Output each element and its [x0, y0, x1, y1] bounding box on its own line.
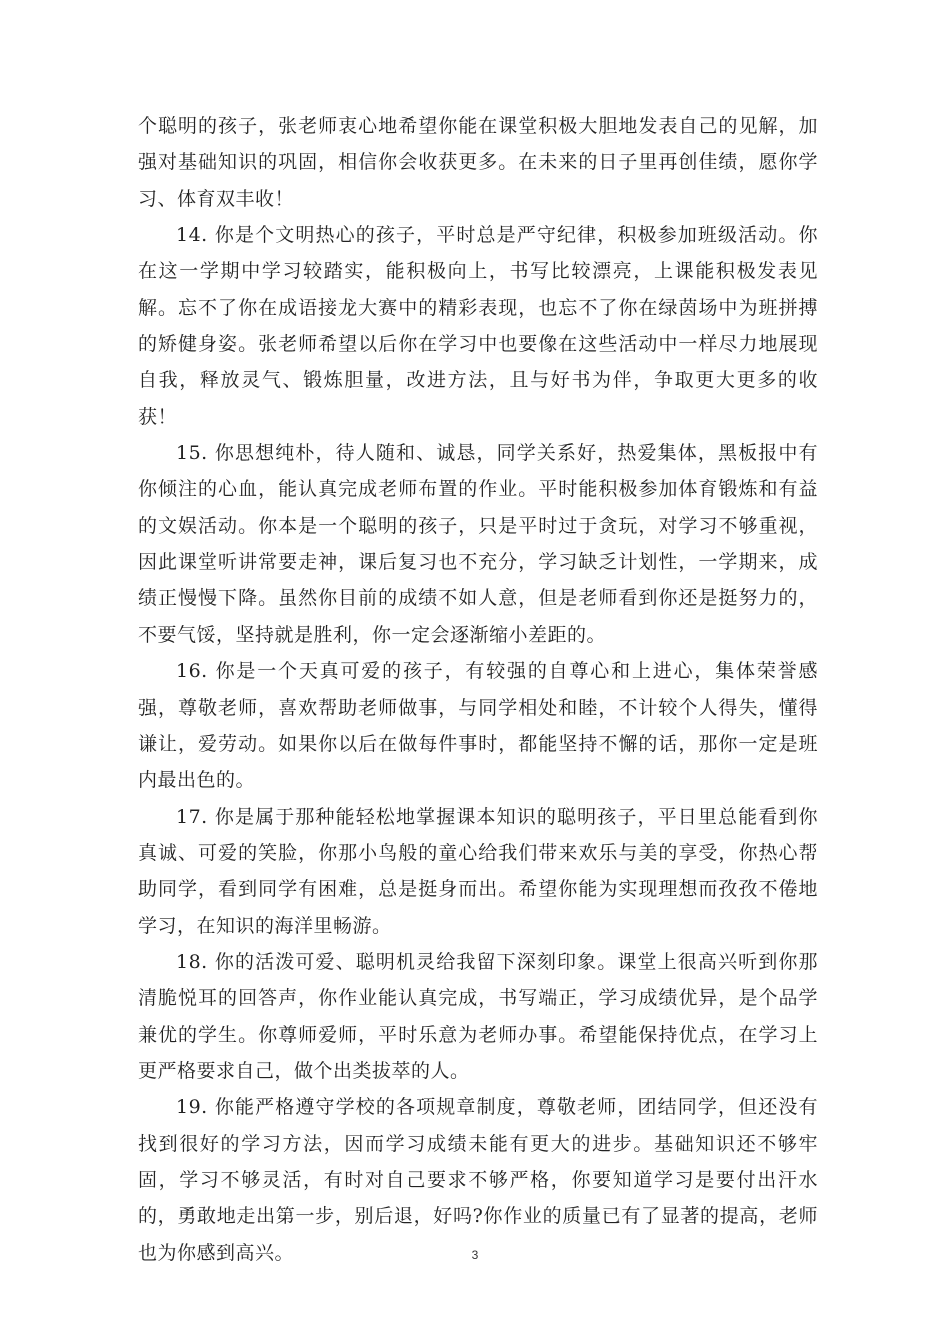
paragraph-15: 15. 你思想纯朴，待人随和、诚恳，同学关系好，热爱集体，黑板报中有你倾注的心血，能认真完成老师布置的作业。平时能积极参加体育锻炼和有益的文娱活动。你本是一个聪明的孩子，只是平时过于贪玩，对学习不够重视，因此课堂听讲常要走神，课后复习也不充分，学习缺乏计划性，一学期来，成绩正慢慢下降。虽然你目前的成绩不如人意，但是老师看到你还是挺努力的，不要气馁，坚持就是胜利，你一定会逐渐缩小差距的。	[138, 442, 818, 646]
paragraph-17: 17. 你是属于那种能轻松地掌握课本知识的聪明孩子，平日里总能看到你真诚、可爱的笑脸，你那小鸟般的童心给我们带来欢乐与美的享受，你热心帮助同学，看到同学有困难，总是挺身而出。希望你能为实现理想而孜孜不倦地学习，在知识的海洋里畅游。	[138, 805, 818, 937]
body-text	[138, 108, 818, 1271]
paragraph-14: 14. 你是个文明热心的孩子，平时总是严守纪律，积极参加班级活动。你在这一学期中学习较踏实，能积极向上，书写比较漂亮，上课能积极发表见解。忘不了你在成语接龙大赛中的精彩表现，也忘不了你在绿茵场中为班拼搏的矫健身姿。张老师希望以后你在学习中也要像在这些活动中一样尽力地展现自我，释放灵气、锻炼胆量，改进方法，且与好书为伴，争取更大更多的收获！	[138, 224, 818, 428]
page-number: 3	[471, 1248, 479, 1262]
paragraph-18: 18. 你的活泼可爱、聪明机灵给我留下深刻印象。课堂上很高兴听到你那清脆悦耳的回答声，你作业能认真完成，书写端正，学习成绩优异，是个品学兼优的学生。你尊师爱师，平时乐意为老师办事。希望能保持优点，在学习上更严格要求自己，做个出类拔萃的人。	[138, 950, 818, 1082]
paragraph-continued: 个聪明的孩子，张老师衷心地希望你能在课堂积极大胆地发表自己的见解，加强对基础知识的巩固，相信你会收获更多。在未来的日子里再创佳绩，愿你学习、体育双丰收！	[138, 115, 818, 210]
paragraph-19: 19. 你能严格遵守学校的各项规章制度，尊敬老师，团结同学，但还没有找到很好的学习方法，因而学习成绩未能有更大的进步。基础知识还不够牢固，学习不够灵活，有时对自己要求不够严格，你要知道学习是要付出汗水的，勇敢地走出第一步，别后退，好吗?你作业的质量已有了显著的提高，老师也为你感到高兴。	[138, 1096, 818, 1264]
paragraph-16: 16. 你是一个天真可爱的孩子，有较强的自尊心和上进心，集体荣誉感强，尊敬老师，喜欢帮助老师做事，与同学相处和睦，不计较个人得失，懂得谦让，爱劳动。如果你以后在做每件事时，都能坚持不懈的话，那你一定是班内最出色的。	[138, 660, 818, 792]
